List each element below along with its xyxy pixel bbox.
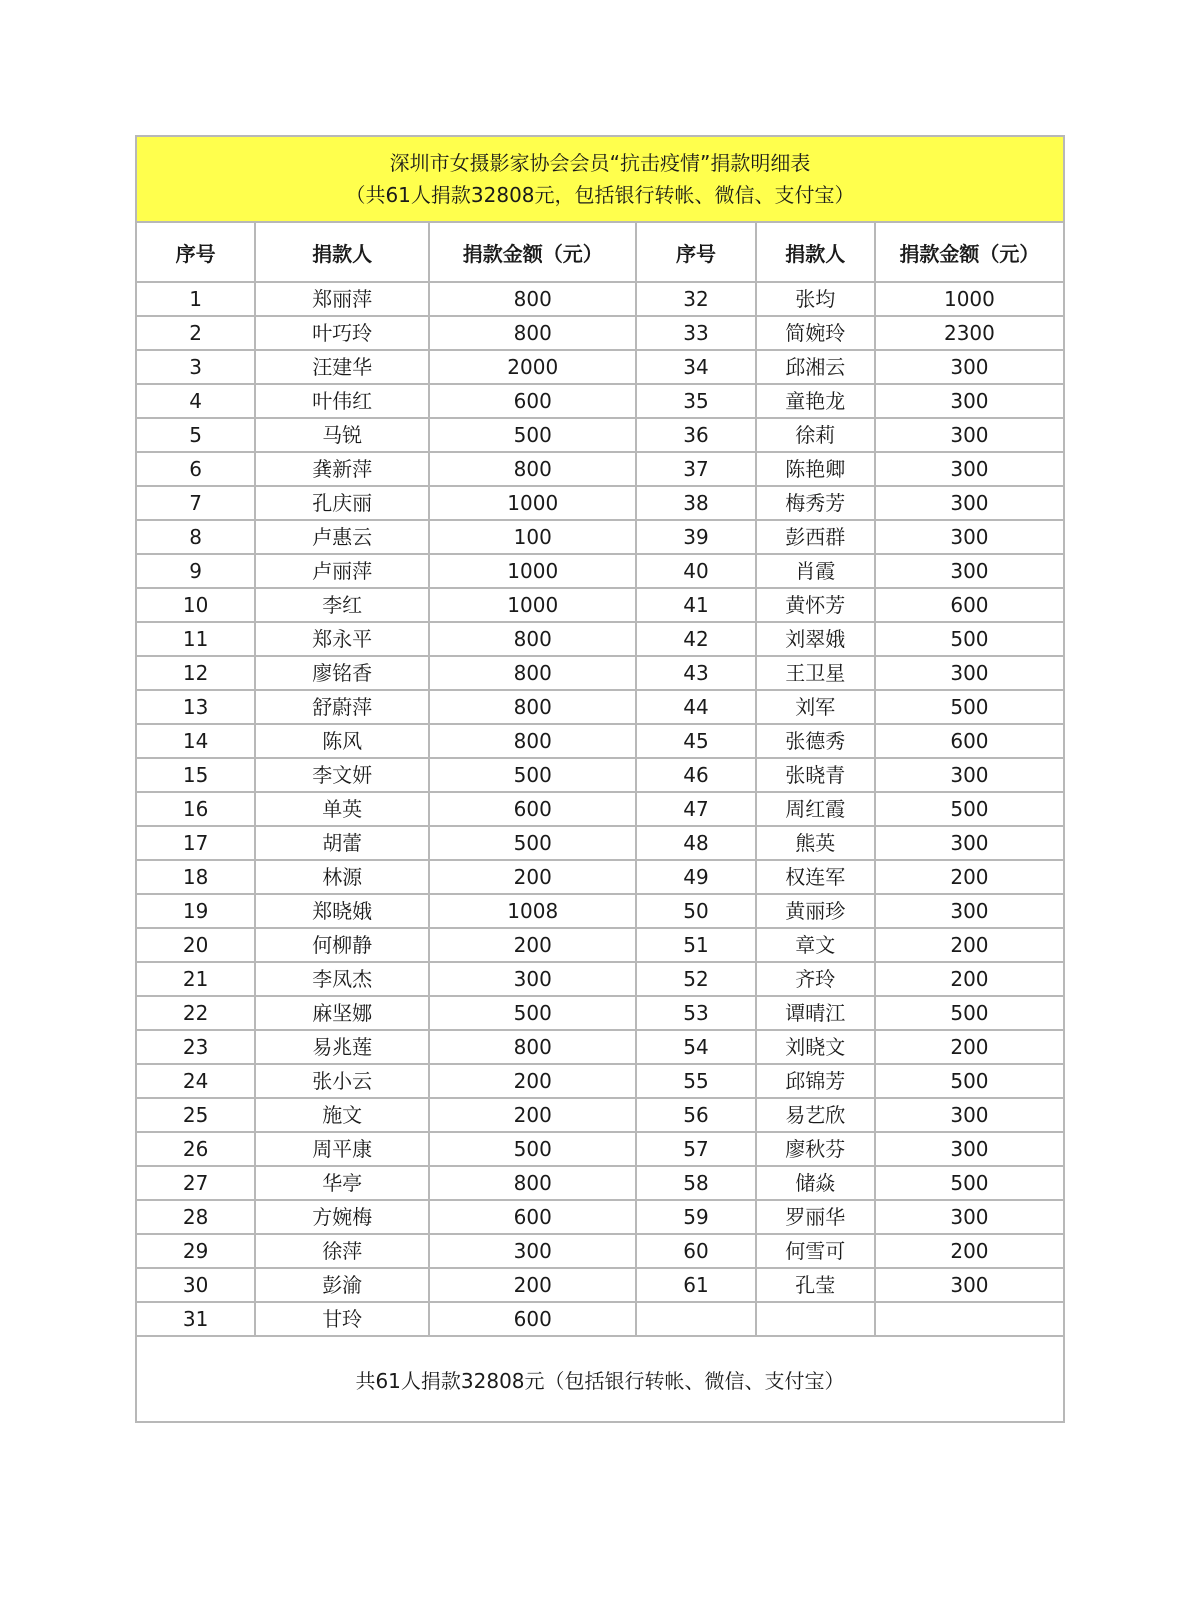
- left-name-cell: 方婉梅: [255, 1200, 429, 1234]
- table-row: [136, 1166, 1064, 1200]
- right-seq-cell: 38: [636, 486, 755, 520]
- left-name-cell: 卢丽萍: [255, 554, 429, 588]
- right-seq-cell: 36: [636, 418, 755, 452]
- table-row: [136, 690, 1064, 724]
- right-seq-cell: 40: [636, 554, 755, 588]
- right-name-cell: 罗丽华: [756, 1200, 875, 1234]
- right-amount-cell: 300: [875, 758, 1064, 792]
- right-seq-cell: 53: [636, 996, 755, 1030]
- left-seq-cell: 14: [136, 724, 255, 758]
- right-seq-cell: 50: [636, 894, 755, 928]
- left-amount-cell: 300: [429, 1234, 636, 1268]
- right-name-cell: 梅秀芳: [756, 486, 875, 520]
- left-amount-cell: 800: [429, 622, 636, 656]
- left-name-cell: 舒蔚萍: [255, 690, 429, 724]
- left-name-cell: 易兆莲: [255, 1030, 429, 1064]
- right-name-cell: [756, 1302, 875, 1336]
- left-amount-cell: 800: [429, 1030, 636, 1064]
- header-donor-left: 捐款人: [255, 222, 429, 282]
- left-amount-cell: 500: [429, 826, 636, 860]
- right-name-cell: 黄丽珍: [756, 894, 875, 928]
- left-seq-cell: 5: [136, 418, 255, 452]
- right-seq-cell: 35: [636, 384, 755, 418]
- right-amount-cell: 300: [875, 554, 1064, 588]
- right-name-cell: 熊英: [756, 826, 875, 860]
- right-amount-cell: 1000: [875, 282, 1064, 316]
- right-amount-cell: 300: [875, 1132, 1064, 1166]
- left-name-cell: 廖铭香: [255, 656, 429, 690]
- right-name-cell: 周红霞: [756, 792, 875, 826]
- left-amount-cell: 1000: [429, 588, 636, 622]
- left-name-cell: 叶伟红: [255, 384, 429, 418]
- left-seq-cell: 8: [136, 520, 255, 554]
- left-seq-cell: 24: [136, 1064, 255, 1098]
- left-seq-cell: 30: [136, 1268, 255, 1302]
- left-seq-cell: 1: [136, 282, 255, 316]
- right-amount-cell: 300: [875, 1200, 1064, 1234]
- right-name-cell: 简婉玲: [756, 316, 875, 350]
- right-seq-cell: 45: [636, 724, 755, 758]
- left-amount-cell: 500: [429, 758, 636, 792]
- right-amount-cell: 500: [875, 996, 1064, 1030]
- left-seq-cell: 12: [136, 656, 255, 690]
- table-row: [136, 588, 1064, 622]
- left-amount-cell: 800: [429, 452, 636, 486]
- header-amount-left: 捐款金额（元）: [429, 222, 636, 282]
- right-seq-cell: 55: [636, 1064, 755, 1098]
- table-row: [136, 1064, 1064, 1098]
- left-seq-cell: 7: [136, 486, 255, 520]
- header-row: [136, 222, 1064, 282]
- title-line-2: （共61人捐款32808元，包括银行转帐、微信、支付宝）: [345, 183, 855, 207]
- right-seq-cell: 58: [636, 1166, 755, 1200]
- right-seq-cell: 41: [636, 588, 755, 622]
- right-seq-cell: 56: [636, 1098, 755, 1132]
- right-amount-cell: [875, 1302, 1064, 1336]
- right-name-cell: 黄怀芳: [756, 588, 875, 622]
- right-amount-cell: 500: [875, 690, 1064, 724]
- right-amount-cell: 600: [875, 724, 1064, 758]
- table-row: [136, 520, 1064, 554]
- right-name-cell: 刘翠娥: [756, 622, 875, 656]
- left-seq-cell: 31: [136, 1302, 255, 1336]
- table-row: [136, 894, 1064, 928]
- right-amount-cell: 500: [875, 622, 1064, 656]
- left-name-cell: 彭渝: [255, 1268, 429, 1302]
- right-name-cell: 权连军: [756, 860, 875, 894]
- table-row: [136, 350, 1064, 384]
- header-seq-right: 序号: [636, 222, 755, 282]
- right-seq-cell: 49: [636, 860, 755, 894]
- left-name-cell: 汪建华: [255, 350, 429, 384]
- table-row: [136, 282, 1064, 316]
- left-seq-cell: 29: [136, 1234, 255, 1268]
- right-seq-cell: 33: [636, 316, 755, 350]
- table-row: [136, 826, 1064, 860]
- left-amount-cell: 800: [429, 656, 636, 690]
- left-name-cell: 李红: [255, 588, 429, 622]
- right-seq-cell: 54: [636, 1030, 755, 1064]
- left-name-cell: 甘玲: [255, 1302, 429, 1336]
- left-amount-cell: 1000: [429, 486, 636, 520]
- left-name-cell: 叶巧玲: [255, 316, 429, 350]
- table-row: [136, 860, 1064, 894]
- right-amount-cell: 300: [875, 486, 1064, 520]
- right-seq-cell: 37: [636, 452, 755, 486]
- left-seq-cell: 4: [136, 384, 255, 418]
- left-amount-cell: 800: [429, 690, 636, 724]
- left-seq-cell: 17: [136, 826, 255, 860]
- right-name-cell: 何雪可: [756, 1234, 875, 1268]
- table-row: [136, 554, 1064, 588]
- right-name-cell: 张均: [756, 282, 875, 316]
- left-seq-cell: 19: [136, 894, 255, 928]
- table-row: [136, 962, 1064, 996]
- left-amount-cell: 500: [429, 418, 636, 452]
- right-amount-cell: 300: [875, 656, 1064, 690]
- left-amount-cell: 500: [429, 996, 636, 1030]
- right-seq-cell: 46: [636, 758, 755, 792]
- right-seq-cell: 57: [636, 1132, 755, 1166]
- left-amount-cell: 600: [429, 792, 636, 826]
- left-seq-cell: 28: [136, 1200, 255, 1234]
- left-name-cell: 郑晓娥: [255, 894, 429, 928]
- right-name-cell: 张晓青: [756, 758, 875, 792]
- right-seq-cell: 42: [636, 622, 755, 656]
- table-row: [136, 1030, 1064, 1064]
- right-name-cell: 齐玲: [756, 962, 875, 996]
- table-row: [136, 622, 1064, 656]
- left-seq-cell: 15: [136, 758, 255, 792]
- right-amount-cell: 300: [875, 826, 1064, 860]
- right-name-cell: 刘军: [756, 690, 875, 724]
- table-row: [136, 1234, 1064, 1268]
- right-name-cell: 彭西群: [756, 520, 875, 554]
- left-name-cell: 卢惠云: [255, 520, 429, 554]
- left-amount-cell: 600: [429, 384, 636, 418]
- left-name-cell: 李凤杰: [255, 962, 429, 996]
- left-name-cell: 胡蕾: [255, 826, 429, 860]
- left-name-cell: 郑丽萍: [255, 282, 429, 316]
- right-amount-cell: 500: [875, 1166, 1064, 1200]
- table-row: [136, 452, 1064, 486]
- left-seq-cell: 20: [136, 928, 255, 962]
- right-seq-cell: 61: [636, 1268, 755, 1302]
- right-name-cell: 邱锦芳: [756, 1064, 875, 1098]
- header-amount-right: 捐款金额（元）: [875, 222, 1064, 282]
- left-name-cell: 龚新萍: [255, 452, 429, 486]
- table-row: [136, 1302, 1064, 1336]
- table-row: [136, 384, 1064, 418]
- left-seq-cell: 26: [136, 1132, 255, 1166]
- left-name-cell: 李文妍: [255, 758, 429, 792]
- right-seq-cell: 43: [636, 656, 755, 690]
- left-name-cell: 徐萍: [255, 1234, 429, 1268]
- right-amount-cell: 300: [875, 894, 1064, 928]
- right-seq-cell: 32: [636, 282, 755, 316]
- left-amount-cell: 600: [429, 1200, 636, 1234]
- table-row: [136, 724, 1064, 758]
- left-name-cell: 郑永平: [255, 622, 429, 656]
- title-row: [136, 136, 1064, 222]
- left-name-cell: 马锐: [255, 418, 429, 452]
- left-amount-cell: 600: [429, 1302, 636, 1336]
- right-amount-cell: 500: [875, 792, 1064, 826]
- right-seq-cell: 51: [636, 928, 755, 962]
- left-seq-cell: 21: [136, 962, 255, 996]
- left-seq-cell: 22: [136, 996, 255, 1030]
- left-name-cell: 华亭: [255, 1166, 429, 1200]
- left-amount-cell: 2000: [429, 350, 636, 384]
- left-name-cell: 周平康: [255, 1132, 429, 1166]
- left-name-cell: 单英: [255, 792, 429, 826]
- left-seq-cell: 13: [136, 690, 255, 724]
- left-seq-cell: 25: [136, 1098, 255, 1132]
- left-amount-cell: 300: [429, 962, 636, 996]
- right-name-cell: 徐莉: [756, 418, 875, 452]
- table-row: [136, 1268, 1064, 1302]
- right-name-cell: 谭晴江: [756, 996, 875, 1030]
- right-amount-cell: 300: [875, 350, 1064, 384]
- right-name-cell: 易艺欣: [756, 1098, 875, 1132]
- left-amount-cell: 500: [429, 1132, 636, 1166]
- right-amount-cell: 200: [875, 962, 1064, 996]
- left-amount-cell: 200: [429, 1064, 636, 1098]
- left-seq-cell: 10: [136, 588, 255, 622]
- right-seq-cell: 48: [636, 826, 755, 860]
- right-name-cell: 王卫星: [756, 656, 875, 690]
- left-seq-cell: 3: [136, 350, 255, 384]
- table-row: [136, 928, 1064, 962]
- right-seq-cell: 34: [636, 350, 755, 384]
- left-amount-cell: 200: [429, 860, 636, 894]
- left-amount-cell: 800: [429, 316, 636, 350]
- left-seq-cell: 23: [136, 1030, 255, 1064]
- right-amount-cell: 200: [875, 1030, 1064, 1064]
- right-amount-cell: 300: [875, 520, 1064, 554]
- left-seq-cell: 18: [136, 860, 255, 894]
- left-seq-cell: 11: [136, 622, 255, 656]
- right-name-cell: 肖霞: [756, 554, 875, 588]
- table-footer: 共61人捐款32808元（包括银行转帐、微信、支付宝）: [136, 1336, 1064, 1422]
- right-seq-cell: 39: [636, 520, 755, 554]
- table-row: [136, 486, 1064, 520]
- right-name-cell: 陈艳卿: [756, 452, 875, 486]
- table-row: [136, 316, 1064, 350]
- left-amount-cell: 800: [429, 724, 636, 758]
- left-seq-cell: 2: [136, 316, 255, 350]
- right-seq-cell: [636, 1302, 755, 1336]
- right-amount-cell: 600: [875, 588, 1064, 622]
- right-seq-cell: 59: [636, 1200, 755, 1234]
- right-name-cell: 章文: [756, 928, 875, 962]
- table-title: [136, 136, 1064, 222]
- right-name-cell: 童艳龙: [756, 384, 875, 418]
- right-name-cell: 储焱: [756, 1166, 875, 1200]
- table-row: [136, 1098, 1064, 1132]
- right-name-cell: 孔莹: [756, 1268, 875, 1302]
- table-row: [136, 792, 1064, 826]
- right-seq-cell: 44: [636, 690, 755, 724]
- left-amount-cell: 1008: [429, 894, 636, 928]
- right-amount-cell: 200: [875, 1234, 1064, 1268]
- right-amount-cell: 300: [875, 1268, 1064, 1302]
- left-name-cell: 陈风: [255, 724, 429, 758]
- header-seq-left: 序号: [136, 222, 255, 282]
- left-amount-cell: 200: [429, 1098, 636, 1132]
- right-amount-cell: 200: [875, 860, 1064, 894]
- table-row: [136, 656, 1064, 690]
- right-amount-cell: 500: [875, 1064, 1064, 1098]
- left-seq-cell: 9: [136, 554, 255, 588]
- table-row: [136, 1132, 1064, 1166]
- header-donor-right: 捐款人: [756, 222, 875, 282]
- left-name-cell: 孔庆丽: [255, 486, 429, 520]
- right-seq-cell: 47: [636, 792, 755, 826]
- left-name-cell: 麻坚娜: [255, 996, 429, 1030]
- right-amount-cell: 300: [875, 1098, 1064, 1132]
- donation-table: [135, 135, 1065, 1423]
- right-amount-cell: 2300: [875, 316, 1064, 350]
- table-body: [136, 282, 1064, 1336]
- title-line-1: 深圳市女摄影家协会会员“抗击疫情”捐款明细表: [389, 151, 811, 175]
- table-row: [136, 758, 1064, 792]
- right-amount-cell: 300: [875, 418, 1064, 452]
- right-name-cell: 廖秋芬: [756, 1132, 875, 1166]
- left-seq-cell: 16: [136, 792, 255, 826]
- left-name-cell: 张小云: [255, 1064, 429, 1098]
- left-amount-cell: 200: [429, 928, 636, 962]
- right-seq-cell: 52: [636, 962, 755, 996]
- left-amount-cell: 1000: [429, 554, 636, 588]
- left-name-cell: 施文: [255, 1098, 429, 1132]
- left-name-cell: 林源: [255, 860, 429, 894]
- left-amount-cell: 800: [429, 1166, 636, 1200]
- left-seq-cell: 27: [136, 1166, 255, 1200]
- left-seq-cell: 6: [136, 452, 255, 486]
- table-row: [136, 996, 1064, 1030]
- left-name-cell: 何柳静: [255, 928, 429, 962]
- right-amount-cell: 300: [875, 384, 1064, 418]
- left-amount-cell: 100: [429, 520, 636, 554]
- right-name-cell: 张德秀: [756, 724, 875, 758]
- table-row: [136, 1200, 1064, 1234]
- table-row: [136, 418, 1064, 452]
- right-name-cell: 刘晓文: [756, 1030, 875, 1064]
- right-amount-cell: 300: [875, 452, 1064, 486]
- footer-row: [136, 1336, 1064, 1422]
- left-amount-cell: 200: [429, 1268, 636, 1302]
- right-amount-cell: 200: [875, 928, 1064, 962]
- right-name-cell: 邱湘云: [756, 350, 875, 384]
- left-amount-cell: 800: [429, 282, 636, 316]
- right-seq-cell: 60: [636, 1234, 755, 1268]
